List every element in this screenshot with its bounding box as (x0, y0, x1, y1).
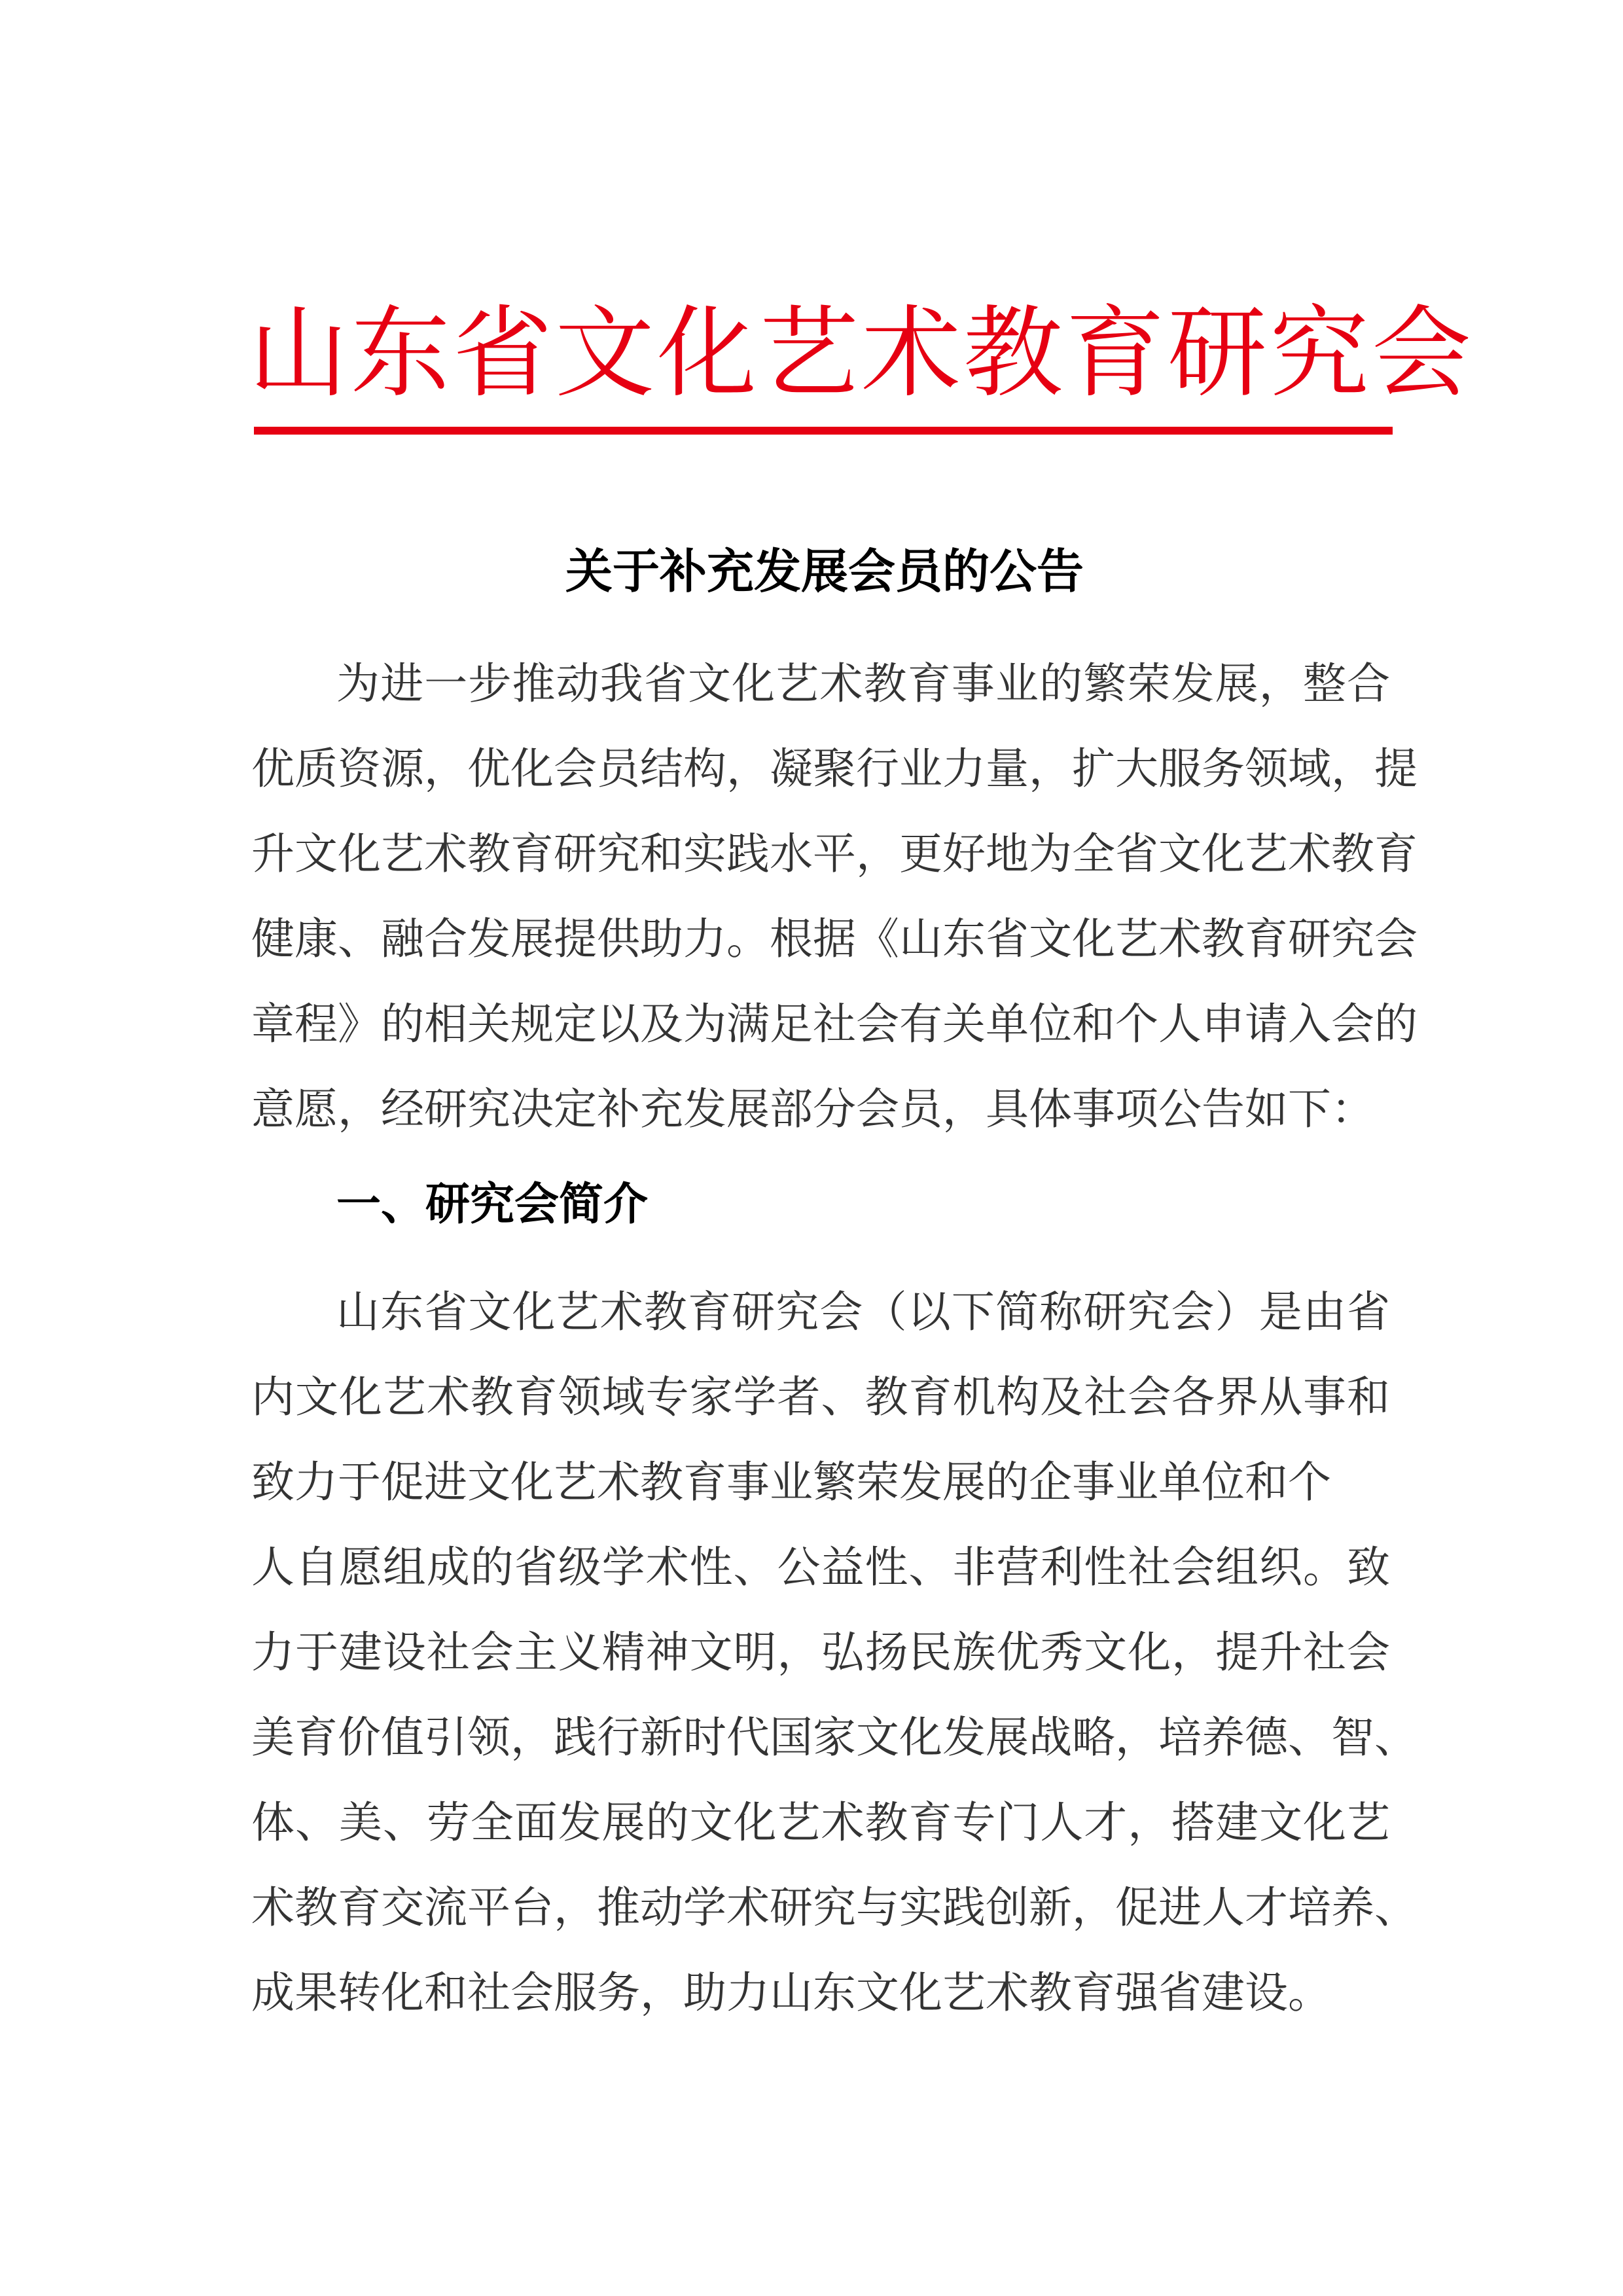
section-line: 内文化艺术教育领域专家学者、教育机构及社会各界从事和 (251, 1372, 1390, 1422)
notice-title: 关于补充发展会员的公告 (565, 543, 1084, 599)
intro-line: 为进一步推动我省文化艺术教育事业的繁荣发展，整合 (336, 658, 1390, 709)
section-line: 成果转化和社会服务，助力山东文化艺术教育强省建设。 (251, 1967, 1331, 2018)
intro-line: 升文化艺术教育研究和实践水平，更好地为全省文化艺术教育 (251, 829, 1418, 879)
intro-line: 健康、融合发展提供助力。根据《山东省文化艺术教育研究会 (251, 914, 1418, 964)
section-line: 体、美、劳全面发展的文化艺术教育专门人才，搭建文化艺 (251, 1797, 1390, 1848)
section-heading: 一、研究会简介 (336, 1179, 649, 1230)
intro-line: 意愿，经研究决定补充发展部分会员，具体事项公告如下： (251, 1084, 1374, 1134)
section-line: 术教育交流平台，推动学术研究与实践创新，促进人才培养、 (251, 1882, 1418, 1933)
section-line: 山东省文化艺术教育研究会（以下简称研究会）是由省 (336, 1287, 1390, 1337)
section-line: 美育价值引领，践行新时代国家文化发展战略，培养德、智、 (251, 1712, 1418, 1763)
intro-line: 优质资源，优化会员结构，凝聚行业力量，扩大服务领域，提 (251, 744, 1418, 794)
organization-header: 山东省文化艺术教育研究会 (249, 295, 1474, 411)
intro-line: 章程》的相关规定以及为满足社会有关单位和个人申请入会的 (251, 999, 1418, 1049)
section-line: 致力于促进文化艺术教育事业繁荣发展的企事业单位和个 (251, 1457, 1331, 1507)
section-line: 人自愿组成的省级学术性、公益性、非营利性社会组织。致 (251, 1542, 1390, 1592)
section-line: 力于建设社会主义精神文明，弘扬民族优秀文化，提升社会 (251, 1627, 1390, 1677)
header-divider (254, 427, 1393, 435)
